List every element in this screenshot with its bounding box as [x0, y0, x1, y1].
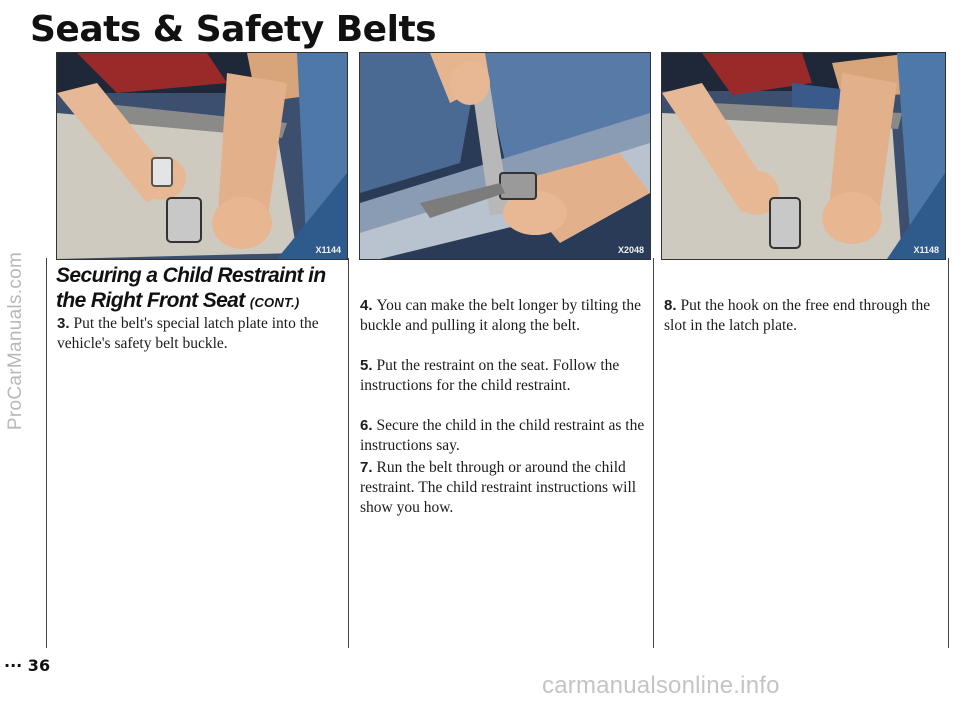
step-item — [360, 416, 645, 456]
step-text: Put the restraint on the seat. Follow the instructions for the child restraint. — [360, 357, 620, 394]
step-text: Secure the child in the child restraint as the instructions say. — [360, 417, 645, 454]
page-title: Seats & Safety Belts — [30, 9, 437, 50]
step-text: You can make the belt longer by tilting the buckle and pulling it along the belt. — [360, 297, 641, 334]
step-text: Put the hook on the free end through the slot in the latch plate. — [664, 297, 931, 334]
step-item — [664, 296, 942, 336]
photo-code: X1148 — [913, 245, 939, 255]
column-divider — [46, 258, 47, 648]
column-divider — [653, 258, 654, 648]
section-heading — [56, 263, 346, 315]
bottom-watermark: carmanualsonline.info — [542, 672, 780, 699]
photo-illustration — [662, 53, 945, 259]
photo-illustration — [360, 53, 650, 259]
step-text: Run the belt through or around the child restraint. The child restraint instructions will show you how. — [360, 459, 637, 516]
photo-code: X2048 — [617, 245, 644, 255]
photo-tilting-buckle — [359, 52, 651, 260]
photo-illustration — [57, 53, 347, 259]
step-number: 7. — [360, 459, 373, 476]
column-divider — [948, 258, 949, 648]
step-item — [360, 356, 645, 396]
step-item — [57, 314, 337, 354]
page-number: ··· 36 — [4, 656, 51, 675]
photo-hook-through-slot — [661, 52, 946, 260]
photo-latch-plate — [56, 52, 348, 260]
step-text: Put the belt's special latch plate into the vehicle's safety belt buckle. — [57, 315, 319, 352]
step-number: 3. — [57, 315, 70, 332]
side-watermark: ProCarManuals.com — [5, 251, 26, 431]
step-number: 5. — [360, 357, 373, 374]
section-continued-label: (CONT.) — [249, 295, 300, 310]
step-number: 6. — [360, 417, 373, 434]
column-divider — [348, 258, 349, 648]
photo-code: X1144 — [315, 245, 341, 255]
step-item — [360, 458, 645, 518]
section-heading-text: Securing a Child Restraint in the Right Front Seat — [56, 264, 326, 312]
step-item — [360, 296, 645, 336]
step-number: 4. — [360, 297, 373, 314]
step-number: 8. — [664, 297, 677, 314]
